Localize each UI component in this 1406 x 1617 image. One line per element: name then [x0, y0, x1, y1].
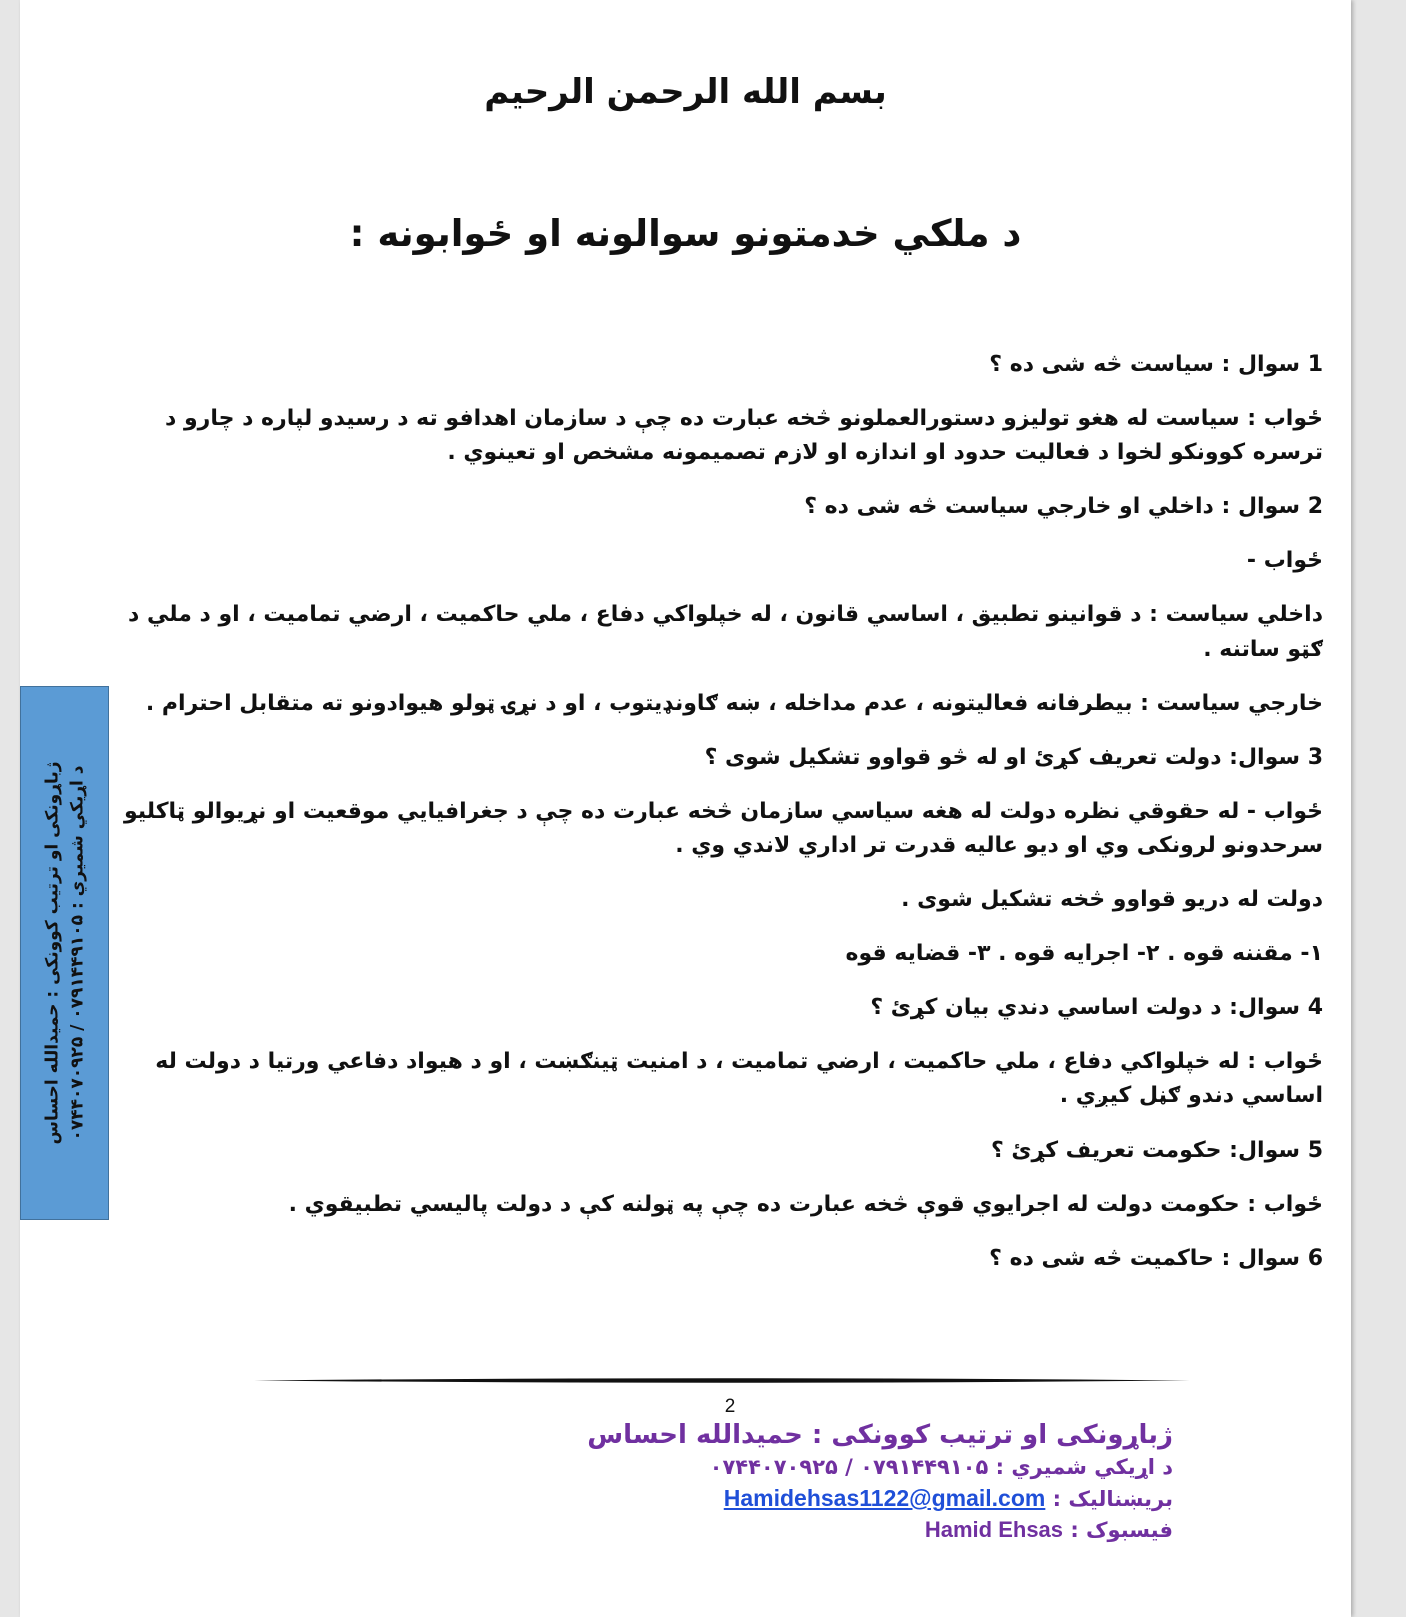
- facebook-name: Hamid Ehsas: [924, 1517, 1064, 1542]
- email-link[interactable]: Hamidehsas1122@gmail.com: [723, 1485, 1046, 1511]
- facebook-label: فیسبوک :: [1070, 1518, 1173, 1542]
- answer-paragraph: ځواب : حکومت دولت له اجرایوي قوې څخه عبارت ده چې په ټولنه کې د دولت پالیسي تطبیقوي .: [288, 1191, 1323, 1217]
- question-paragraph: 3 سوال: دولت تعریف کړئ او له څو قواوو تشکیل شوی ؟: [704, 744, 1323, 770]
- footer-facebook-row: [413, 1515, 1173, 1545]
- sidebar-phones: د اړیکي شمیري : ۰۷۹۱۴۴۹۱۰۵ / ۰۷۴۴۰۷۰۹۲۵: [66, 765, 87, 1141]
- answer-paragraph: ځواب -: [1246, 548, 1323, 574]
- qa-content: [110, 346, 1323, 1296]
- answer-paragraph: ځواب : سیاست له هغو تولیزو دستورالعملونو څخه عبارت ده چې د سازمان اهدافو ته د رسیدو لپاره د چارو د ترسره کوونکو لخوا د فعالیت حدود او اندازه او لازم تصمیمونه مشخص او تعینوي .: [165, 406, 1323, 466]
- question-paragraph: 2 سوال : داخلي او خارجي سیاست څه شی ده ؟: [804, 494, 1323, 520]
- document-page: [20, 0, 1351, 1617]
- email-label: بریښنالیک :: [1052, 1487, 1173, 1511]
- question-paragraph: 6 سوال : حاکمیت څه شی ده ؟: [989, 1245, 1323, 1271]
- author-sidebar-box: [20, 686, 109, 1220]
- question-paragraph: 1 سوال : سیاست څه شی ده ؟: [989, 352, 1323, 377]
- footer-phones: د اړیکي شمیري : ۰۷۹۱۴۴۹۱۰۵ / ۰۷۴۴۰۷۰۹۲۵: [709, 1455, 1173, 1479]
- answer-paragraph: ځواب : له خپلواکي دفاع ، ملي حاکمیت ، ارضي تمامیت ، د امنیت ټینګښت ، او د هیواد دفاعي ورتیا د دولت له اساسي دندو ګڼل کیږي .: [155, 1049, 1323, 1109]
- bismillah-heading: بسم الله الرحمن الرحيم: [484, 72, 887, 112]
- question-paragraph: 4 سوال: د دولت اساسي دندي بیان کړئ ؟: [870, 995, 1323, 1021]
- page-number: 2: [724, 1396, 736, 1417]
- footer-divider: [253, 1376, 1190, 1385]
- sidebar-text: [40, 693, 89, 1213]
- answer-paragraph: خارجي سیاست : بیطرفانه فعالیتونه ، عدم مداخله ، ښه ګاونډیتوب ، او د نړۍ ټولو هیوادونو ته متقابل احترام .: [145, 690, 1323, 716]
- sidebar-author: ژباړونکی او ترتیب کوونکی : حمیدالله احساس: [41, 761, 62, 1145]
- answer-paragraph: دولت له دریو قواوو څخه تشکیل شوی .: [901, 887, 1323, 913]
- answer-paragraph: ځواب - له حقوقي نظره دولت له هغه سیاسي سازمان څخه عبارت ده چې د جغرافیایي موقعیت او نړیوالو ټاکلیو سرحدونو لرونکی وي او دیو عالیه قدرت تر اداري لاندي وي .: [123, 798, 1323, 858]
- footer-author: ژباړونکی او ترتیب کوونکی : حمیدالله احساس: [587, 1420, 1173, 1450]
- author-footer: [413, 1418, 1173, 1545]
- footer-email-row: [413, 1482, 1173, 1515]
- question-paragraph: 5 سوال: حکومت تعریف کړئ ؟: [990, 1137, 1323, 1163]
- page-title: د ملکي خدمتونو سوالونه او ځوابونه :: [349, 212, 1022, 255]
- answer-paragraph: داخلي سیاست : د قوانینو تطبیق ، اساسي قانون ، له خپلواکي دفاع ، ملي حاکمیت ، ارضي تمامیت ، او د ملي د ګټو ساتنه .: [128, 602, 1323, 662]
- answer-paragraph: ١- مقننه قوه . ٢- اجرایه قوه . ٣- قضایه قوه: [845, 941, 1323, 967]
